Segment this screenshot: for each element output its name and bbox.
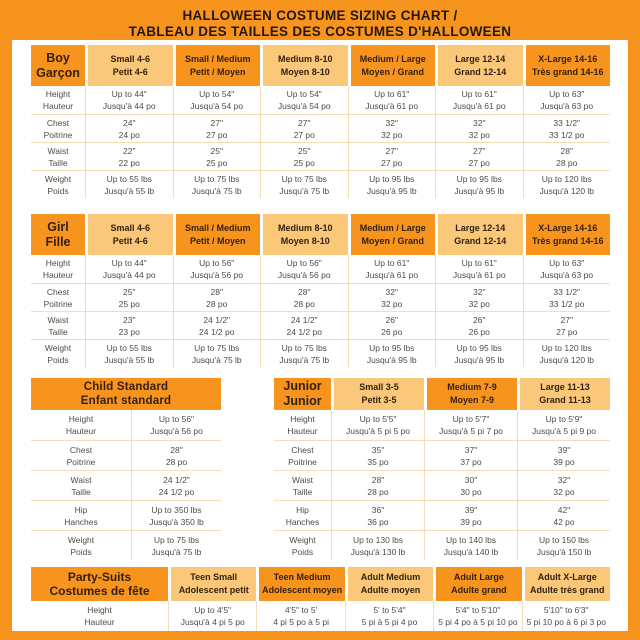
size-value-cell: Up to 95 lbs Jusqu'à 95 lb xyxy=(435,339,523,367)
size-value-cell: Up to 63" Jusqu'à 63 po xyxy=(523,86,611,114)
size-value-cell: 39" 39 po xyxy=(424,500,517,530)
size-value-cell: 32" 32 po xyxy=(435,114,523,142)
row-label: Weight Poids xyxy=(274,530,331,560)
size-value-cell: 22" 22 po xyxy=(85,142,173,170)
size-column-header: Large 11-13 Grand 11-13 xyxy=(517,378,610,410)
size-value-cell: Up to 56" Jusqu'à 56 po xyxy=(131,410,221,440)
page-title xyxy=(0,0,640,40)
size-column-header: Medium / Large Moyen / Grand xyxy=(348,45,436,86)
size-value-cell: Up to 63" Jusqu'à 63 po xyxy=(523,255,611,283)
size-column-header: Adult Large Adulte grand xyxy=(433,567,521,601)
row-label: Weight Poids xyxy=(31,170,85,198)
size-column-header: Teen Medium Adolescent moyen xyxy=(256,567,344,601)
size-value-cell: Up to 56" Jusqu'à 56 po xyxy=(260,255,348,283)
size-value-cell: 37" 37 po xyxy=(424,440,517,470)
size-column-header: Small 4-6 Petit 4-6 xyxy=(85,214,173,255)
size-value-cell: 28" 28 po xyxy=(131,440,221,470)
size-column-header: Small / Medium Petit / Moyen xyxy=(173,214,261,255)
girl-size-table xyxy=(31,214,610,367)
size-value-cell: Up to 350 lbs Jusqu'à 350 lb xyxy=(131,500,221,530)
size-value-cell: Up to 75 lbs Jusqu'à 75 lb xyxy=(260,339,348,367)
size-value-cell: 27" 27 po xyxy=(523,311,611,339)
row-label: Hip Hanches xyxy=(31,500,131,530)
row-label: Waist Taille xyxy=(274,470,331,500)
size-value-cell: 5'4" to 5'10" 5 pi 4 po à 5 pi 10 po xyxy=(433,601,521,631)
size-value-cell: Up to 55 lbs Jusqu'à 55 lb xyxy=(85,170,173,198)
size-value-cell: 32" 32 po xyxy=(348,283,436,311)
row-label: Waist Taille xyxy=(31,142,85,170)
row-label: Chest Poitrine xyxy=(31,440,131,470)
mid-tables-row xyxy=(31,378,610,560)
size-value-cell: Up to 44" Jusqu'à 44 po xyxy=(85,86,173,114)
party-suits-size-table xyxy=(31,567,610,631)
size-value-cell: 5'10" to 6'3" 5 pi 10 po à 6 pi 3 po xyxy=(522,601,610,631)
row-label: Waist Taille xyxy=(31,311,85,339)
size-value-cell: 26" 26 po xyxy=(435,311,523,339)
size-value-cell: 24 1/2" 24 1/2 po xyxy=(260,311,348,339)
size-value-cell: 27" 27 po xyxy=(348,142,436,170)
row-label: Height Hauteur xyxy=(287,414,318,436)
row-label: Chest Poitrine xyxy=(31,114,85,142)
size-value-cell: Up to 120 lbs Jusqu'à 120 lb xyxy=(523,339,611,367)
size-column-header: Large 12-14 Grand 12-14 xyxy=(435,214,523,255)
size-column-header: X-Large 14-16 Très grand 14-16 xyxy=(523,45,611,86)
row-label: Waist Taille xyxy=(31,470,131,500)
size-value-cell: 5' to 5'4" 5 pi à 5 pi 4 po xyxy=(345,601,433,631)
page-title-english: HALLOWEEN COSTUME SIZING CHART / xyxy=(182,8,458,23)
size-value-cell: 28" 28 po xyxy=(523,142,611,170)
row-label: Weight Poids xyxy=(31,530,131,560)
size-value-cell: 27" 27 po xyxy=(435,142,523,170)
size-value-cell: Up to 95 lbs Jusqu'à 95 lb xyxy=(348,170,436,198)
size-value-cell: 25" 25 po xyxy=(260,142,348,170)
size-value-cell: Up to 61" Jusqu'à 61 po xyxy=(435,86,523,114)
size-column-header: X-Large 14-16 Très grand 14-16 xyxy=(523,214,611,255)
size-value-cell: 39" 39 po xyxy=(517,440,610,470)
row-label: Weight Poids xyxy=(31,339,85,367)
row-label: Height Hauteur xyxy=(65,414,97,436)
girl-table-corner-label: Girl Fille xyxy=(31,214,85,255)
row-label: Hip Hanches xyxy=(274,500,331,530)
child-table-header: Child Standard Enfant standard xyxy=(31,378,221,410)
size-value-cell: 33 1/2" 33 1/2 po xyxy=(523,114,611,142)
size-column-header: Medium 7-9 Moyen 7-9 xyxy=(424,378,517,410)
size-value-cell: Up to 54" Jusqu'à 54 po xyxy=(173,86,261,114)
size-value-cell: Up to 150 lbs Jusqu'à 150 lb xyxy=(517,530,610,560)
size-value-cell: 24 1/2" 24 1/2 po xyxy=(173,311,261,339)
size-value-cell: Up to 120 lbs Jusqu'à 120 lb xyxy=(523,170,611,198)
size-column-header: Large 12-14 Grand 12-14 xyxy=(435,45,523,86)
size-value-cell: 28" 28 po xyxy=(260,283,348,311)
row-label: Chest Poitrine xyxy=(274,440,331,470)
size-column-header: Medium 8-10 Moyen 8-10 xyxy=(260,214,348,255)
size-column-header: Small 4-6 Petit 4-6 xyxy=(85,45,173,86)
size-value-cell: 26" 26 po xyxy=(348,311,436,339)
size-value-cell: Up to 95 lbs Jusqu'à 95 lb xyxy=(348,339,436,367)
size-value-cell: Up to 5'7" Jusqu'à 5 pi 7 po xyxy=(424,410,517,440)
size-value-cell: Up to 61" Jusqu'à 61 po xyxy=(435,255,523,283)
size-value-cell: Up to 5'9" Jusqu'à 5 pi 9 po xyxy=(517,410,610,440)
size-value-cell: 25" 25 po xyxy=(173,142,261,170)
size-value-cell: Up to 44" Jusqu'à 44 po xyxy=(85,255,173,283)
child-standard-size-table xyxy=(31,378,221,560)
size-value-cell: 24" 24 po xyxy=(85,114,173,142)
size-value-cell: 32" 32 po xyxy=(435,283,523,311)
size-value-cell: Up to 55 lbs Jusqu'à 55 lb xyxy=(85,339,173,367)
size-value-cell: Up to 54" Jusqu'à 54 po xyxy=(260,86,348,114)
size-value-cell: Up to 75 lbs Jusqu'à 75 lb xyxy=(173,339,261,367)
size-value-cell: Up to 130 lbs Jusqu'à 130 lb xyxy=(331,530,424,560)
size-column-header: Medium 8-10 Moyen 8-10 xyxy=(260,45,348,86)
size-value-cell: Up to 61" Jusqu'à 61 po xyxy=(348,86,436,114)
size-column-header: Small / Medium Petit / Moyen xyxy=(173,45,261,86)
size-value-cell: Up to 75 lbs Jusqu'à 75 lb xyxy=(131,530,221,560)
size-value-cell: Up to 4'5" Jusqu'à 4 pi 5 po xyxy=(168,601,256,631)
page-title-french: TABLEAU DES TAILLES DES COSTUMES D'HALLOWEEN xyxy=(128,23,512,39)
boy-table-corner-label: Boy Garçon xyxy=(31,45,85,86)
size-value-cell: Up to 140 lbs Jusqu'à 140 lb xyxy=(424,530,517,560)
size-value-cell: Up to 75 lbs Jusqu'à 75 lb xyxy=(260,170,348,198)
size-value-cell: 28" 28 po xyxy=(173,283,261,311)
size-value-cell: 36" 36 po xyxy=(331,500,424,530)
size-value-cell: 23" 23 po xyxy=(85,311,173,339)
content-panel xyxy=(12,40,628,631)
size-value-cell: 28" 28 po xyxy=(331,470,424,500)
size-value-cell: 32" 32 po xyxy=(517,470,610,500)
junior-size-table xyxy=(274,378,610,560)
size-value-cell: 27" 27 po xyxy=(173,114,261,142)
size-value-cell: 30" 30 po xyxy=(424,470,517,500)
row-label: Height Hauteur xyxy=(84,605,115,627)
size-value-cell: 35" 35 po xyxy=(331,440,424,470)
size-value-cell: Up to 75 lbs Jusqu'à 75 lb xyxy=(173,170,261,198)
row-label: Chest Poitrine xyxy=(31,283,85,311)
size-value-cell: Up to 61" Jusqu'à 61 po xyxy=(348,255,436,283)
party-table-corner-label: Party-Suits Costumes de fête xyxy=(31,567,168,601)
size-value-cell: 42" 42 po xyxy=(517,500,610,530)
size-value-cell: 24 1/2" 24 1/2 po xyxy=(131,470,221,500)
boy-size-table xyxy=(31,45,610,198)
size-column-header: Small 3-5 Petit 3-5 xyxy=(331,378,424,410)
row-label: Height Hauteur xyxy=(42,89,74,111)
size-value-cell: 25" 25 po xyxy=(85,283,173,311)
size-value-cell: 27" 27 po xyxy=(260,114,348,142)
size-value-cell: Up to 56" Jusqu'à 56 po xyxy=(173,255,261,283)
junior-table-corner-label: Junior Junior xyxy=(274,378,331,410)
size-column-header: Teen Small Adolescent petit xyxy=(168,567,256,601)
size-value-cell: 32" 32 po xyxy=(348,114,436,142)
size-value-cell: 33 1/2" 33 1/2 po xyxy=(523,283,611,311)
size-value-cell: 4'5" to 5' 4 pi 5 po à 5 pi xyxy=(256,601,344,631)
size-value-cell: Up to 5'5" Jusqu'à 5 pi 5 po xyxy=(331,410,424,440)
size-column-header: Adult X-Large Adulte très grand xyxy=(522,567,610,601)
row-label: Height Hauteur xyxy=(42,258,74,280)
size-column-header: Medium / Large Moyen / Grand xyxy=(348,214,436,255)
size-column-header: Adult Medium Adulte moyen xyxy=(345,567,433,601)
size-value-cell: Up to 95 lbs Jusqu'à 95 lb xyxy=(435,170,523,198)
